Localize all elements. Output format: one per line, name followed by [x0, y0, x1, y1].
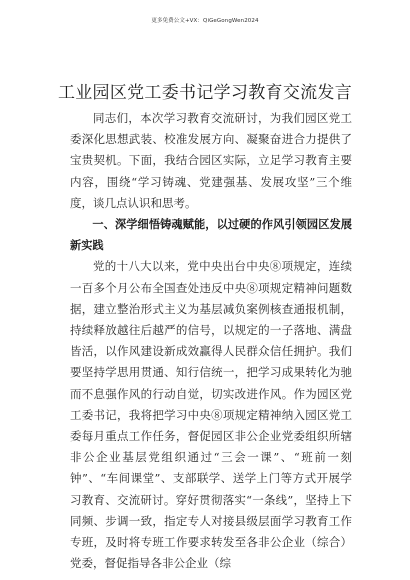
document-body — [70, 108, 352, 574]
section-heading-1: 一、深学细悟铸魂赋能，以过硬的作风引领园区发展新实践 — [70, 218, 352, 253]
watermark-text: 更多免费公文+VX：QiGeGongWen2024 — [151, 18, 259, 24]
document-title: 工业园区党工委书记学习教育交流发言 — [57, 83, 353, 103]
section-1-paragraph: 党的十八大以来，党中央出台中央⑧项规定，连续一百多个月公布全国查处违反中央⑧项规定精神问题数据，建立整治形式主义为基层减负案例核查通报机制，持续释放越往后越严的信号，以规定的一子落地、满盘皆活，以作风建设新成效赢得人民群众信任拥护。我们要坚持学思用贯通、知行信统一，把学习成果转化为驰而不息强作风的行动自觉，切实改进作风。作为园区党工委书记，我将把学习中央⑧项规定精神纳入园区党工委每月重点工作任务，督促园区非公企业党委组织所辖非公企业基层党组织通过“三会一课”、“班前一刻钟”、“车间课堂”、支部联学、送学上门等方式开展学习教育、交流研讨。穿好贯彻落实“一条线”，坚持上下同频、步调一致，指定专人对接县级层面学习教育工作专班，及时将专班工作要求转发至各非公企业（综合）党委，督促指导各非公企业（综 — [70, 259, 352, 571]
intro-paragraph: 同志们，本次学习教育交流研讨，为我们园区党工委深化思想武装、校准发展方向、凝聚奋进合力提供了宝贵契机。下面，我结合园区实际，立足学习教育主要内容，围绕“学习铸魂、党建强基、发展攻坚”三个维度，谈几点认识和思考。 — [70, 111, 352, 210]
